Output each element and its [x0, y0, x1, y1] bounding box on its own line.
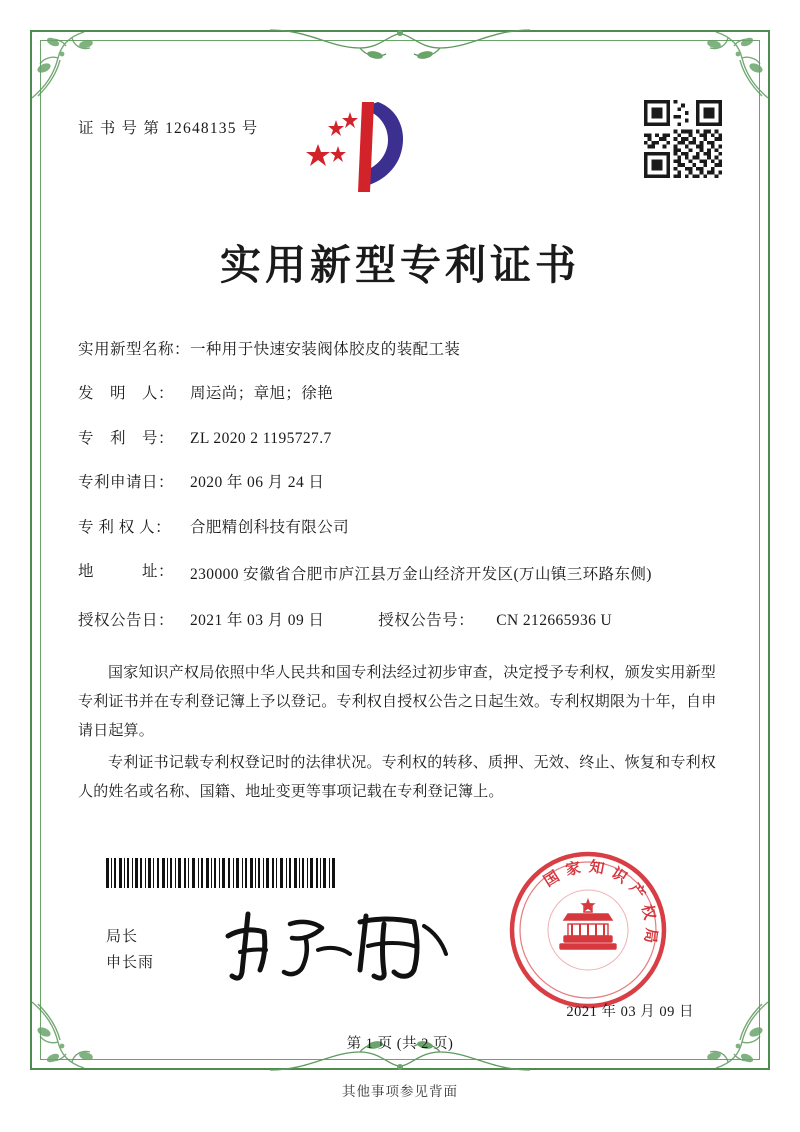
paragraph: 专利证书记载专利权登记时的法律状况。专利权的转移、质押、无效、终止、恢复和专利权人的姓名或名称、国籍、地址变更等事项记载在专利登记簿上。 — [78, 754, 717, 800]
signer-block — [106, 924, 154, 977]
field-value: 周运尚；章旭；徐艳 — [190, 385, 334, 403]
field-row-application-date — [78, 472, 722, 494]
field-label: 专 利 号： — [78, 429, 175, 447]
qr-code — [644, 100, 722, 178]
page-title: 实用新型专利证书 — [220, 241, 580, 289]
paragraph: 国家知识产权局依照中华人民共和国专利法经过初步审查，决定授予专利权，颁发实用新型专利证书并在专利登记簿上予以登记。专利权自授权公告之日起生效。专利权期限为十年，自申请日起算。 — [78, 664, 717, 740]
field-value: 一种用于快速安装阀体胶皮的装配工装 — [190, 341, 461, 358]
svg-text:国家知识产权局: 国家知识产权局 — [540, 857, 661, 952]
header-row — [78, 96, 722, 208]
barcode — [106, 858, 338, 888]
legal-paragraphs — [78, 659, 722, 807]
field-row-patent-number — [78, 428, 722, 450]
field-value: 合肥精创科技有限公司 — [190, 518, 350, 536]
field-label-grant-number: 授权公告号： — [378, 612, 475, 630]
corner-ornament-icon — [698, 28, 772, 102]
field-list — [78, 339, 722, 633]
field-row-inventors — [78, 383, 722, 405]
signer-title: 局长 — [106, 929, 139, 945]
field-value: 2020 年 06 月 24 日 — [190, 474, 325, 492]
field-value-grant-number: CN 212665936 U — [496, 612, 613, 630]
field-row-address — [78, 561, 722, 588]
footer-area — [78, 848, 722, 1038]
field-label: 专利申请日： — [78, 474, 175, 492]
cnipa-logo-icon — [304, 100, 416, 196]
top-vine-ornament-icon — [270, 22, 530, 66]
field-label: 地 址： — [78, 563, 175, 581]
field-label: 发 明 人： — [78, 385, 175, 403]
field-value: 230000 安徽省合肥市庐江县万金山经济开发区(万山镇三环路东侧) — [190, 566, 652, 584]
field-label: 专 利 权 人： — [78, 518, 172, 536]
back-side-note: 其他事项参见背面 — [342, 1084, 458, 1099]
signer-name: 申长雨 — [106, 955, 155, 972]
page-number: 第 1 页 (共 2 页) — [346, 1036, 454, 1052]
field-row-grant-publication — [78, 610, 722, 632]
field-value-grant-date: 2021 年 03 月 09 日 — [190, 612, 325, 630]
field-row-utility-model-name — [78, 339, 722, 361]
seal-date: 2021 年 03 月 09 日 — [566, 1004, 694, 1020]
official-seal — [506, 848, 670, 1012]
handwritten-signature — [218, 906, 468, 984]
field-value: ZL 2020 2 1195727.7 — [190, 429, 332, 447]
certificate-number: 证 书 号 第 12648135 号 — [78, 120, 259, 137]
certificate-content — [78, 96, 722, 809]
field-row-patentee — [78, 517, 722, 539]
field-label: 实用新型名称： — [78, 341, 191, 358]
corner-ornament-icon — [28, 28, 102, 102]
field-label-grant-date: 授权公告日： — [78, 612, 175, 630]
